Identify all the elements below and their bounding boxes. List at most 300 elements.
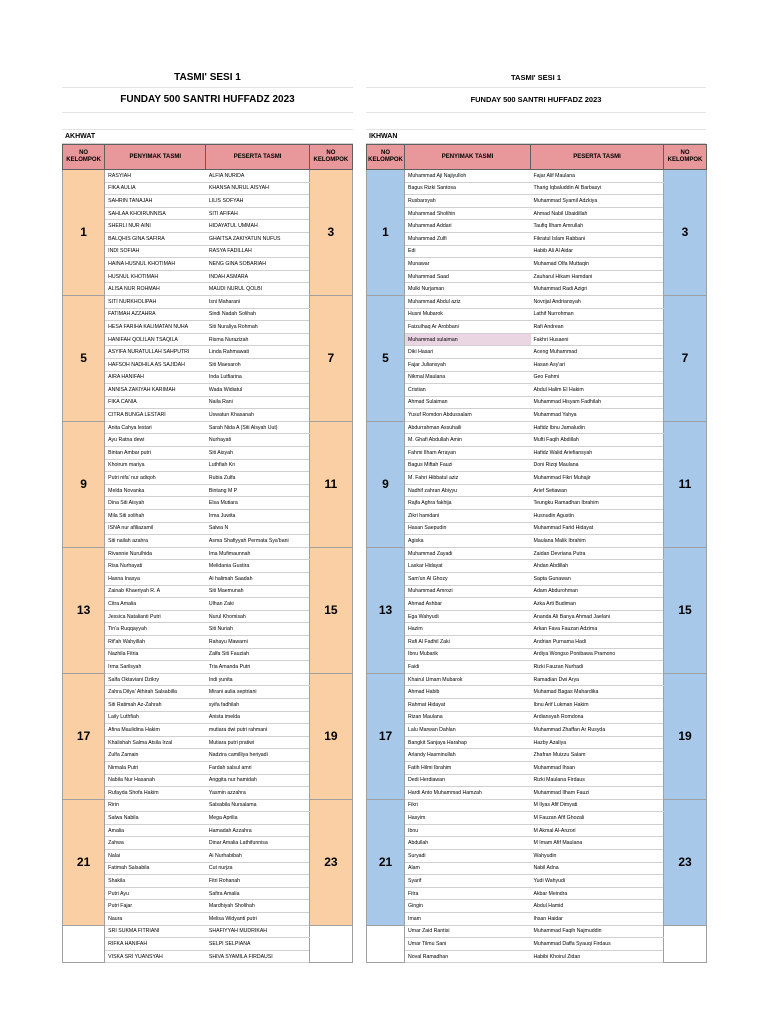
peserta-cell: Muhammad Yahya — [531, 409, 664, 422]
group-number: 13 — [367, 547, 405, 673]
penyimak-cell: M. Ghafi Abdullah Amin — [405, 434, 531, 447]
peserta-cell: Rubia Zulfa — [206, 472, 309, 485]
penyimak-cell: RIFKA HANIFAH — [105, 938, 206, 951]
table-row — [63, 270, 353, 283]
penyimak-cell: Faizulhaq Ar Arobbani — [405, 321, 531, 334]
peserta-cell: Ramadian Dwi Arya — [531, 673, 664, 686]
penyimak-cell: Syarif — [405, 875, 531, 888]
table-row — [367, 195, 707, 208]
peserta-cell: Zauharul Hikam Hamdani — [531, 270, 664, 283]
peserta-cell: Ai Nurhabibah — [206, 850, 309, 863]
peserta-cell: Mardhiyah Sholihah — [206, 900, 309, 913]
penyimak-cell: FIKA CANIA — [105, 396, 206, 409]
table-row — [367, 346, 707, 359]
table-row — [63, 308, 353, 321]
table-row — [63, 522, 353, 535]
penyimak-cell: Rufayda Shofa Hakim — [105, 787, 206, 800]
penyimak-cell: Mulki Nurjaman — [405, 283, 531, 296]
peserta-cell: Indi yunita — [206, 673, 309, 686]
table-row — [63, 245, 353, 258]
peserta-cell: Irma Juwita — [206, 510, 309, 523]
table-row — [63, 711, 353, 724]
peserta-cell: Tria Amanda Putri — [206, 661, 309, 674]
peserta-cell: Muhammad Zhaffan Ar Rusyda — [531, 724, 664, 737]
table-row — [367, 170, 707, 183]
table-row — [63, 635, 353, 648]
table-row — [367, 396, 707, 409]
table-row — [63, 585, 353, 598]
penyimak-cell: Khoirum mariya — [105, 459, 206, 472]
table-row — [63, 358, 353, 371]
peserta-cell: Muhamad Olfa Muttaqin — [531, 258, 664, 271]
table-row — [63, 812, 353, 825]
table-row — [63, 434, 353, 447]
table-row — [367, 774, 707, 787]
peserta-cell: Mufti Faqih Abdillah — [531, 434, 664, 447]
peserta-cell: Muhammad Faqih Najmuddin — [531, 925, 664, 938]
peserta-cell: Salsabila Nursalama — [206, 799, 309, 812]
penyimak-cell: Salfa Oktaviani Dzikry — [105, 673, 206, 686]
peserta-cell: Hamadah Azzahra — [206, 824, 309, 837]
group-number: 1 — [63, 170, 105, 296]
peserta-cell: Arkan Fava Fauzan Adzima — [531, 623, 664, 636]
peserta-cell: Akbar Meindra — [531, 887, 664, 900]
group-number: 1 — [367, 170, 405, 296]
penyimak-cell: Putri Ayu — [105, 887, 206, 900]
penyimak-cell: Suryadi — [405, 850, 531, 863]
blank-row — [62, 113, 353, 130]
peserta-cell: Muhammad Fikri Muhajir — [531, 472, 664, 485]
penyimak-cell: Rusbarsyah — [405, 195, 531, 208]
peserta-cell: Zaidan Devriana Putra — [531, 547, 664, 560]
table-row — [367, 283, 707, 296]
peserta-cell: Fitri Rohanah — [206, 875, 309, 888]
group-number: 21 — [63, 799, 105, 925]
table-row — [367, 787, 707, 800]
peserta-cell: Risma Nurazizah — [206, 333, 309, 346]
penyimak-cell: CITRA BUNGA LESTARI — [105, 409, 206, 422]
table-row — [63, 875, 353, 888]
table-row — [63, 170, 353, 183]
group-number: 5 — [367, 295, 405, 421]
penyimak-cell: Muhammad Aji Najiyulloh — [405, 170, 531, 183]
panel-title: TASMI' SESI 1 — [366, 69, 706, 88]
table-row — [367, 522, 707, 535]
table-row — [367, 308, 707, 321]
peserta-cell: Elsa Mutiara — [206, 497, 309, 510]
penyimak-cell: Imam — [405, 913, 531, 926]
peserta-cell: Linda Rahmawati — [206, 346, 309, 359]
penyimak-cell: Umar Zaid Rantisi — [405, 925, 531, 938]
peserta-cell: KHANSA NURUL AISYAH — [206, 182, 309, 195]
penyimak-cell: Nalai — [105, 850, 206, 863]
peserta-cell: RASYA FADILLAH — [206, 245, 309, 258]
penyimak-cell: Citra Amalia — [105, 598, 206, 611]
penyimak-cell: Anita Cahya lestari — [105, 421, 206, 434]
table-row — [367, 837, 707, 850]
penyimak-cell: Rivannie Nurulhida — [105, 547, 206, 560]
penyimak-cell: SITI NURKHOLIPAH — [105, 295, 206, 308]
penyimak-cell: Zikri hamdani — [405, 510, 531, 523]
penyimak-cell: INDI SOFIAH — [105, 245, 206, 258]
penyimak-cell: Alam — [405, 862, 531, 875]
penyimak-cell: Nikmal Maulana — [405, 371, 531, 384]
table-row — [367, 421, 707, 434]
table-row — [367, 547, 707, 560]
penyimak-cell: Bagus Miftah Fauzi — [405, 459, 531, 472]
penyimak-cell: Siti nailah azahra — [105, 535, 206, 548]
peserta-cell: HIDAYATUL UMMAH — [206, 220, 309, 233]
peserta-cell: SHAFIYYAH MUDRIKAH — [206, 925, 309, 938]
penyimak-cell: M. Fahri Hibbatul aziz — [405, 472, 531, 485]
penyimak-cell: Abdullah — [405, 837, 531, 850]
penyimak-cell: Yusuf Romdon Abdussalam — [405, 409, 531, 422]
group-number — [63, 925, 105, 963]
table-row — [367, 258, 707, 271]
peserta-cell: Bintang M P — [206, 484, 309, 497]
table-row — [367, 749, 707, 762]
penyimak-cell: Muhammad Saad — [405, 270, 531, 283]
peserta-cell: Safira Amalia — [206, 887, 309, 900]
peserta-cell: Salwa N — [206, 522, 309, 535]
peserta-cell: MAUDI NURUL QOLBI — [206, 283, 309, 296]
akhwat-panel — [62, 69, 353, 963]
penyimak-cell: Hasyim — [405, 812, 531, 825]
peserta-cell: Mega Aprilia — [206, 812, 309, 825]
penyimak-cell: Ibnu — [405, 824, 531, 837]
penyimak-cell: Gingin — [405, 900, 531, 913]
peserta-cell: Azka Arti Budiman — [531, 598, 664, 611]
peserta-cell: Geo Fahmi — [531, 371, 664, 384]
table-row — [63, 774, 353, 787]
penyimak-cell: HANIFAH QOLILAN TSAQILA — [105, 333, 206, 346]
penyimak-cell: Ahmad Habib — [405, 686, 531, 699]
table-row — [63, 547, 353, 560]
penyimak-cell: Siti Ratimah Az-Zahrah — [105, 698, 206, 711]
table-row — [367, 850, 707, 863]
peserta-cell: Siti Maemunah — [206, 585, 309, 598]
group-number-2: 3 — [664, 170, 707, 296]
peserta-cell: Asma Shafiyyah Permata Sya'bani — [206, 535, 309, 548]
penyimak-cell: Melda Novanka — [105, 484, 206, 497]
peserta-cell: Mutiara putri pratiwi — [206, 736, 309, 749]
table-row — [367, 232, 707, 245]
table-row — [367, 371, 707, 384]
ikhwan-table — [366, 144, 707, 963]
table-row — [367, 472, 707, 485]
peserta-cell: Teungku Ramadhan Ibrahim — [531, 497, 664, 510]
group-number-2: 15 — [309, 547, 352, 673]
table-row — [63, 447, 353, 460]
section-label: AKHWAT — [62, 130, 353, 144]
group-number-2: 15 — [664, 547, 707, 673]
peserta-cell: Sindi Nadah Solihah — [206, 308, 309, 321]
peserta-cell: Wada Widiatul — [206, 384, 309, 397]
peserta-cell: Tharig Iqbaluddin Al Barbasyi — [531, 182, 664, 195]
peserta-cell: Ahmad Nabil Ubaidillah — [531, 207, 664, 220]
table-row — [367, 900, 707, 913]
table-row — [367, 333, 707, 346]
peserta-cell: Inda Lutfiarina — [206, 371, 309, 384]
table-row — [63, 220, 353, 233]
table-row — [63, 510, 353, 523]
peserta-cell: Taufiq Ilham Amrullah — [531, 220, 664, 233]
peserta-cell: Muhammad Hisyam Fadhilah — [531, 396, 664, 409]
peserta-cell: Husnudin Agustin — [531, 510, 664, 523]
table-row — [63, 598, 353, 611]
penyimak-cell: Zulfa Zamain — [105, 749, 206, 762]
penyimak-cell: Rizan Maulana — [405, 711, 531, 724]
table-row — [63, 321, 353, 334]
peserta-cell: Rizki Maulana Firdaus — [531, 774, 664, 787]
group-number: 13 — [63, 547, 105, 673]
group-number-2: 11 — [309, 421, 352, 547]
peserta-cell: Muhammad Daffa Syauqi Firdaus — [531, 938, 664, 951]
table-row — [367, 560, 707, 573]
penyimak-cell: SAHRIN TANAJAH — [105, 195, 206, 208]
penyimak-cell: Fatimah Salsabila — [105, 862, 206, 875]
group-number: 9 — [367, 421, 405, 547]
group-number-2: 7 — [309, 295, 352, 421]
penyimak-cell: Bintan Ambar putri — [105, 447, 206, 460]
table-row — [367, 321, 707, 334]
table-row — [367, 938, 707, 951]
table-row — [367, 270, 707, 283]
group-number: 17 — [367, 673, 405, 799]
penyimak-cell: Diki Hasari — [405, 346, 531, 359]
table-row — [63, 421, 353, 434]
penyimak-cell: Edi — [405, 245, 531, 258]
peserta-cell: Hafidz Ibnu Jamaludin — [531, 421, 664, 434]
peserta-cell: Rahayu Mawarni — [206, 635, 309, 648]
table-row — [63, 761, 353, 774]
table-row — [367, 434, 707, 447]
penyimak-cell: Zahra Dilya' Athirah Salsabilla — [105, 686, 206, 699]
table-row — [63, 749, 353, 762]
peserta-cell: Dinar Amalia Lathifunnisa — [206, 837, 309, 850]
table-row — [367, 824, 707, 837]
peserta-cell: Uswatun Khasanah — [206, 409, 309, 422]
table-row — [63, 938, 353, 951]
penyimak-cell: Cristian — [405, 384, 531, 397]
peserta-cell: Muhamad Bagas Mahardika — [531, 686, 664, 699]
peserta-cell: Zhafran Muizzu Salam — [531, 749, 664, 762]
table-row — [367, 648, 707, 661]
penyimak-cell: Muhammad sulaiman — [405, 333, 531, 346]
peserta-cell: Siti Nuriah — [206, 623, 309, 636]
peserta-cell: ALFIA NURIDA — [206, 170, 309, 183]
panel-subtitle: FUNDAY 500 SANTRI HUFFADZ 2023 — [62, 88, 353, 113]
table-row — [367, 623, 707, 636]
table-row — [63, 673, 353, 686]
table-row — [63, 661, 353, 674]
penyimak-cell: Putri nifa' nur adiqoh — [105, 472, 206, 485]
peserta-cell: Maulana Malik Ibrahim — [531, 535, 664, 548]
group-number: 9 — [63, 421, 105, 547]
peserta-cell: Muhammad Farid Hidayat — [531, 522, 664, 535]
penyimak-cell: HAFSOH NADHILA AS SAJIDAH — [105, 358, 206, 371]
penyimak-cell: Faidi — [405, 661, 531, 674]
penyimak-cell: Laskar Hidayat — [405, 560, 531, 573]
section-label: IKHWAN — [366, 130, 706, 144]
penyimak-cell: BALQHIS GINA SAFIRA — [105, 232, 206, 245]
peserta-cell: NENG GINA SOBARIAH — [206, 258, 309, 271]
penyimak-cell: Muhammad Amrozi — [405, 585, 531, 598]
penyimak-cell: Irma Sarilsyah — [105, 661, 206, 674]
peserta-cell: Muhammad Syamil Adzkiya — [531, 195, 664, 208]
peserta-cell: Sarah Nida A (Siti Aisyah Uut) — [206, 421, 309, 434]
penyimak-cell: Ahmad Sulaiman — [405, 396, 531, 409]
table-row — [367, 384, 707, 397]
peserta-cell: Ima Mufimaunnah — [206, 547, 309, 560]
table-row — [367, 409, 707, 422]
table-row — [63, 472, 353, 485]
spreadsheet — [62, 69, 706, 960]
penyimak-cell: Bagus Rizki Santosa — [405, 182, 531, 195]
penyimak-cell: SRI SUKMA FITRIANI — [105, 925, 206, 938]
table-row — [367, 535, 707, 548]
peserta-cell: Andrian Purnama Hadi — [531, 635, 664, 648]
header-penyimak: PENYIMAK TASMI — [405, 145, 531, 170]
table-row — [367, 698, 707, 711]
penyimak-cell: Dina Siti Aisyah — [105, 497, 206, 510]
table-row — [367, 484, 707, 497]
table-row — [63, 850, 353, 863]
peserta-cell: Hafidz Walid Ariefiansyah — [531, 447, 664, 460]
table-row — [367, 573, 707, 586]
penyimak-cell: Fikri — [405, 799, 531, 812]
table-row — [367, 925, 707, 938]
table-row — [63, 207, 353, 220]
table-row — [63, 333, 353, 346]
penyimak-cell: Muhammad Sholihin — [405, 207, 531, 220]
table-row — [367, 799, 707, 812]
table-row — [63, 283, 353, 296]
table-row — [63, 232, 353, 245]
peserta-cell: Ardiya Wongso Ponibawa Pramono — [531, 648, 664, 661]
peserta-cell: Muhammad Radi Azigri — [531, 283, 664, 296]
peserta-cell: Hazby Azaliya — [531, 736, 664, 749]
table-row — [63, 900, 353, 913]
peserta-cell: Aceng Muhammad — [531, 346, 664, 359]
peserta-cell: Habibi Khoirul Zidan — [531, 950, 664, 963]
penyimak-cell: Rafi Al Fadhil Zaki — [405, 635, 531, 648]
table-row — [63, 409, 353, 422]
penyimak-cell: Muhammad Zayadi — [405, 547, 531, 560]
peserta-cell: Siti Aisyah — [206, 447, 309, 460]
penyimak-cell: ALISA NUR ROHMAH — [105, 283, 206, 296]
table-row — [367, 875, 707, 888]
table-row — [63, 837, 353, 850]
table-row — [63, 182, 353, 195]
penyimak-cell: Shakila — [105, 875, 206, 888]
panel-subtitle: FUNDAY 500 SANTRI HUFFADZ 2023 — [366, 88, 706, 113]
penyimak-cell: Tin'a Ruqqayyah — [105, 623, 206, 636]
penyimak-cell: Putri Fajar — [105, 900, 206, 913]
penyimak-cell: Hasna Inasya — [105, 573, 206, 586]
table-row — [63, 950, 353, 963]
table-row — [367, 913, 707, 926]
penyimak-cell: Naura — [105, 913, 206, 926]
table-row — [63, 887, 353, 900]
table-row — [367, 686, 707, 699]
peserta-cell: Fardah salsul amri — [206, 761, 309, 774]
group-number-2: 19 — [664, 673, 707, 799]
table-row — [63, 560, 353, 573]
penyimak-cell: Khalishah Salma Atsila Irzal — [105, 736, 206, 749]
penyimak-cell: SHERLI NUR AINI — [105, 220, 206, 233]
penyimak-cell: Hasan Saepudin — [405, 522, 531, 535]
table-row — [367, 862, 707, 875]
table-row — [367, 635, 707, 648]
column-gap — [353, 69, 366, 947]
peserta-cell: Fakhri Husaeni — [531, 333, 664, 346]
penyimak-cell: HAINA HUSNUL KHOTIMAH — [105, 258, 206, 271]
peserta-cell: Hasan Asy'ari — [531, 358, 664, 371]
peserta-cell: SITI AFIFAH — [206, 207, 309, 220]
penyimak-cell: FATIMAH AZZAHRA — [105, 308, 206, 321]
header-peserta: PESERTA TASMI — [531, 145, 664, 170]
penyimak-cell: VISKA SRI YUANSYAH — [105, 950, 206, 963]
peserta-cell: Mirani aulia septriani — [206, 686, 309, 699]
penyimak-cell: Sam'un Al Ghozy — [405, 573, 531, 586]
header-no-kelompok: NO KELOMPOK — [367, 145, 405, 170]
peserta-cell: LILIS SOFYAH — [206, 195, 309, 208]
table-row — [63, 497, 353, 510]
penyimak-cell: Rahmat Hidayat — [405, 698, 531, 711]
penyimak-cell: Risa Nurhayati — [105, 560, 206, 573]
penyimak-cell: Munawar — [405, 258, 531, 271]
table-row — [63, 535, 353, 548]
peserta-cell: Nurhayati — [206, 434, 309, 447]
table-row — [367, 585, 707, 598]
table-row — [63, 824, 353, 837]
penyimak-cell: Muhammad Abdul aziz — [405, 295, 531, 308]
peserta-cell: Anggita nur hamidah — [206, 774, 309, 787]
peserta-cell: M Imam Afif Maulana — [531, 837, 664, 850]
penyimak-cell: Khairul Umam Mubarok — [405, 673, 531, 686]
peserta-cell: Luthfiah Kn — [206, 459, 309, 472]
peserta-cell: Muhammad Ilham Fauzi — [531, 787, 664, 800]
table-row — [367, 207, 707, 220]
penyimak-cell: Muhammad Addari — [405, 220, 531, 233]
peserta-cell: Doni Rizqi Maulana — [531, 459, 664, 472]
header-no-kelompok-2: NO KELOMPOK — [664, 145, 707, 170]
table-row — [63, 925, 353, 938]
table-row — [63, 371, 353, 384]
peserta-cell: Melisa Widyanti putri — [206, 913, 309, 926]
penyimak-cell: Lalu Marwan Dahlan — [405, 724, 531, 737]
peserta-cell: Ai halimah Saadah — [206, 573, 309, 586]
group-number-2: 23 — [309, 799, 352, 925]
header-peserta: PESERTA TASMI — [206, 145, 309, 170]
penyimak-cell: Zahwa — [105, 837, 206, 850]
penyimak-cell: Noval Ramadhan — [405, 950, 531, 963]
peserta-cell: Fikratul Islam Rabbani — [531, 232, 664, 245]
penyimak-cell: Zainab Khaeriyah R. A — [105, 585, 206, 598]
penyimak-cell: Bangkit Sanjaya Harahap — [405, 736, 531, 749]
peserta-cell: Nurul Khomisah — [206, 610, 309, 623]
table-row — [367, 950, 707, 963]
akhwat-table — [62, 144, 353, 963]
penyimak-cell: Fatih Hilmi Ibrahim — [405, 761, 531, 774]
table-row — [367, 598, 707, 611]
peserta-cell: Ananda Ali Banya Ahmad Jaelani — [531, 610, 664, 623]
peserta-cell: Wahyudin — [531, 850, 664, 863]
peserta-cell: Isni Maharani — [206, 295, 309, 308]
peserta-cell: Rafi Andrean — [531, 321, 664, 334]
group-number-2: 11 — [664, 421, 707, 547]
